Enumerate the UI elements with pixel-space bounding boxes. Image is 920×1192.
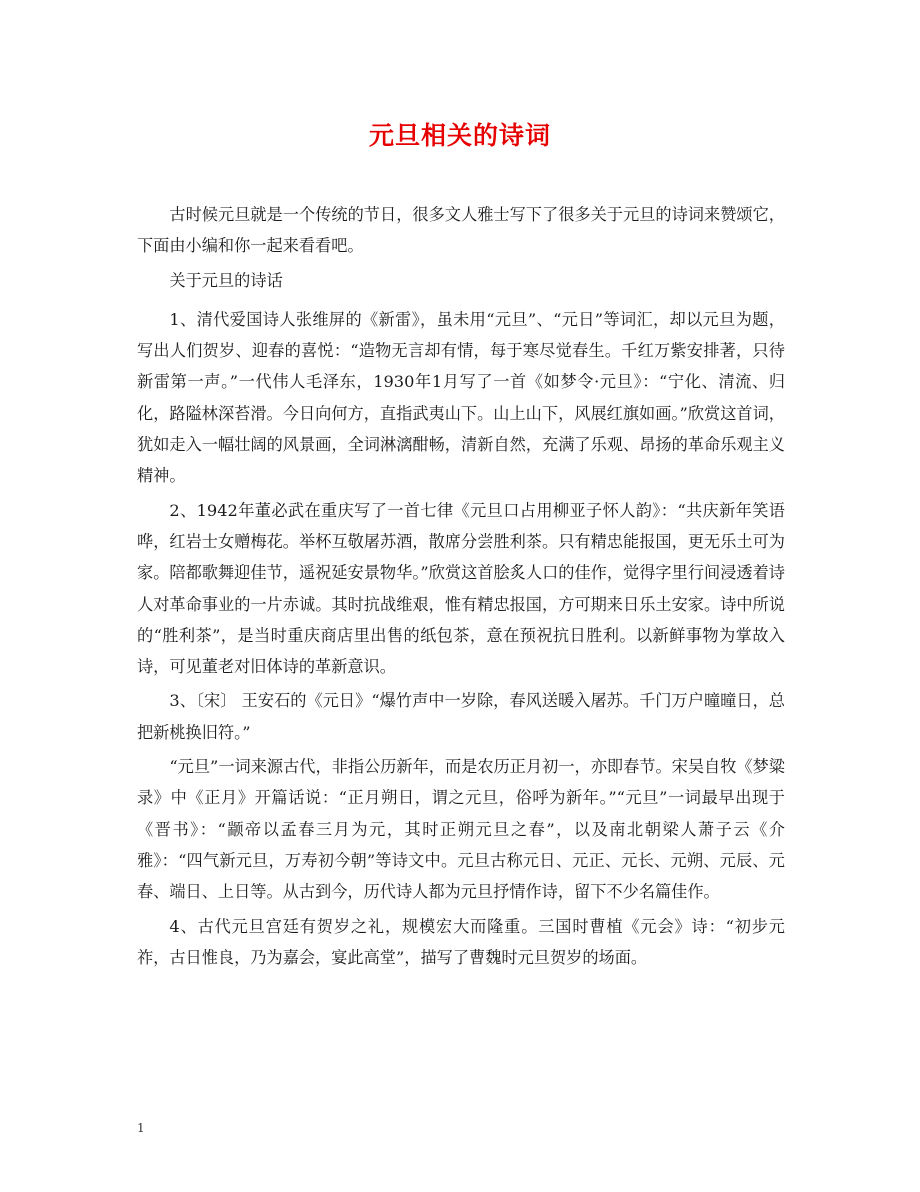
body-paragraph: 3、〔宋〕 王安石的《元日》“爆竹声中一岁除，春风送暖入屠苏。千门万户曈曈日，总把新桃换旧符。” xyxy=(137,691,785,742)
section-heading: 关于元旦的诗话 xyxy=(169,270,283,290)
body-paragraph: 1、清代爱国诗人张维屏的《新雷》，虽未用“元旦”、“元日”等词汇，却以元旦为题，写出人们贺岁、迎春的喜悦：“造物无言却有情，每于寒尽觉春生。千红万紫安排著，只待新雷第一声。”一代伟人毛泽东，1930年1月写了一首《如梦令·元旦》：“宁化、清流、归化，路隘林深苔滑。今日向何方，直指武夷山下。山上山下，风展红旗如画。”欣赏这首词，犹如走入一幅壮阔的风景画，全词淋漓酣畅，清新自然，充满了乐观、昂扬的革命乐观主义精神。 xyxy=(137,309,785,486)
intro-paragraph: 古时候元旦就是一个传统的节日，很多文人雅士写下了很多关于元旦的诗词来赞颂它，下面由小编和你一起来看看吧。 xyxy=(137,205,785,256)
document-body xyxy=(137,199,785,976)
body-paragraph: 2、1942年董必武在重庆写了一首七律《元旦口占用柳亚子怀人韵》：“共庆新年笑语哗，红岩士女赠梅花。举杯互敬屠苏酒，散席分尝胜利茶。只有精忠能报国，更无乐土可为家。陪都歌舞迎佳节，遥祝延安景物华。”欣赏这首脍炙人口的佳作，觉得字里行间浸透着诗人对革命事业的一片赤诚。其时抗战维艰，惟有精忠报国，方可期来日乐土安家。诗中所说的“胜利茶”，是当时重庆商店里出售的纸包茶，意在预祝抗日胜利。以新鲜事物为掌故入诗，可见董老对旧体诗的革新意识。 xyxy=(137,500,785,677)
body-paragraph: “元旦”一词来源古代，非指公历新年，而是农历正月初一，亦即春节。宋吴自牧《梦粱录》中《正月》开篇话说：“正月朔日，谓之元旦，俗呼为新年。”“元旦”一词最早出现于《晋书》：“颛帝以孟春三月为元，其时正朔元旦之春”，以及南北朝梁人萧子云《介雅》：“四气新元旦，万寿初今朝”等诗文中。元旦古称元日、元正、元长、元朔、元辰、元春、端日、上日等。从古到今，历代诗人都为元旦抒情作诗，留下不少名篇佳作。 xyxy=(137,757,785,902)
body-paragraph: 4、古代元旦宫廷有贺岁之礼，规模宏大而隆重。三国时曹植《元会》诗：“初步元祚，古日惟良，乃为嘉会，宴此高堂”，描写了曹魏时元旦贺岁的场面。 xyxy=(137,916,785,967)
page-number: 1 xyxy=(137,1121,145,1135)
page-title: 元旦相关的诗词 xyxy=(368,121,551,150)
